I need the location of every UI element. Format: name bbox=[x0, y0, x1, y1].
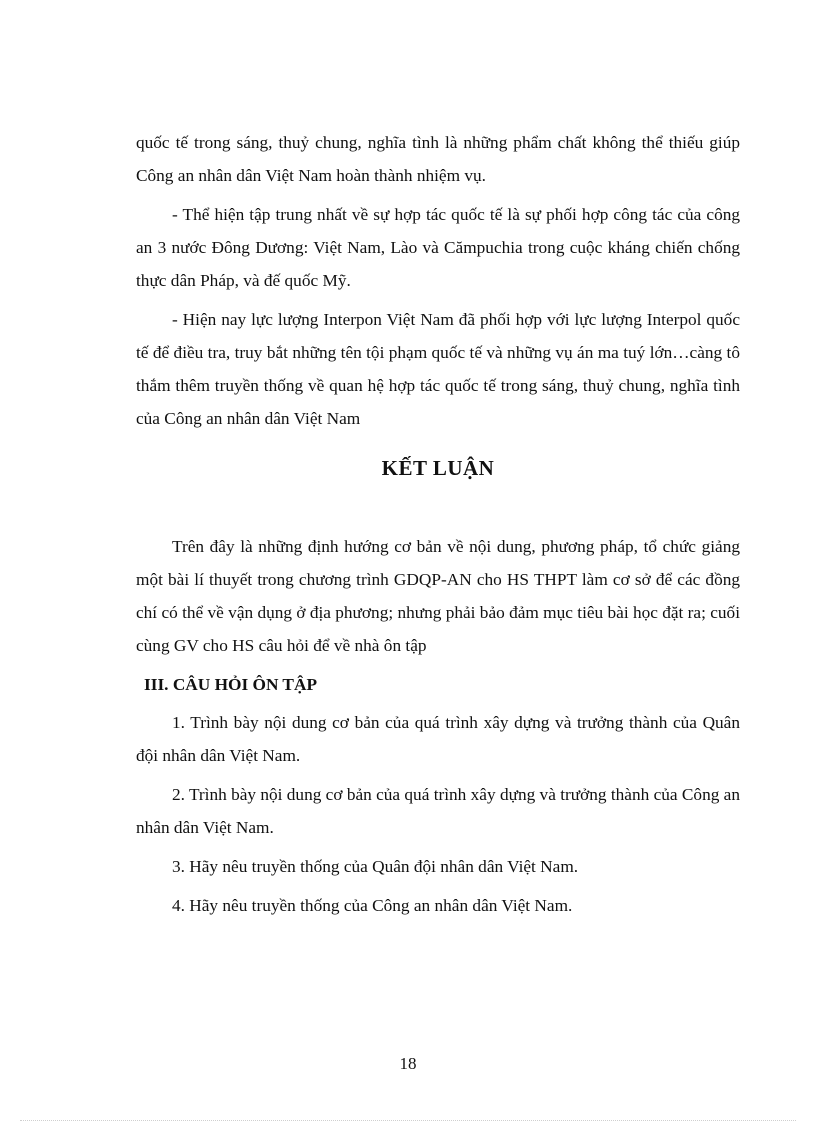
review-question-2: 2. Trình bày nội dung cơ bản của quá trình xây dựng và trưởng thành của Công an nhân dân Việt Nam. bbox=[136, 785, 740, 837]
conclusion-paragraph: Trên đây là những định hướng cơ bản về nội dung, phương pháp, tổ chức giảng một bài lí thuyết trong chương trình GDQP-AN cho HS THPT làm cơ sở để các đồng chí có thể về vận dụng ở địa phương; nhưng phải bảo đảm mục tiêu bài học đặt ra; cuối cùng GV cho HS câu hỏi để về nhà ôn tập bbox=[136, 537, 740, 655]
conclusion-heading: KẾT LUẬN bbox=[381, 456, 495, 480]
intro-paragraph-3: - Hiện nay lực lượng Interpon Việt Nam đã phối hợp với lực lượng Interpol quốc tế để điều tra, truy bắt những tên tội phạm quốc tế và những vụ án ma tuý lớn…càng tô thắm thêm truyền thống về quan hệ hợp tác quốc tế trong sáng, thuỷ chung, nghĩa tình của Công an nhân dân Việt Nam bbox=[136, 310, 740, 428]
review-section-title: III. CÂU HỎI ÔN TẬP bbox=[144, 675, 317, 694]
page-content bbox=[136, 126, 740, 922]
review-question-4: 4. Hãy nêu truyền thống của Công an nhân dân Việt Nam. bbox=[172, 896, 573, 915]
page-number: 18 bbox=[399, 1054, 417, 1073]
page-bottom-divider bbox=[20, 1120, 796, 1121]
intro-paragraph-1: quốc tế trong sáng, thuỷ chung, nghĩa tình là những phẩm chất không thể thiếu giúp Công an nhân dân Việt Nam hoàn thành nhiệm vụ. bbox=[136, 133, 740, 185]
intro-paragraph-2: - Thể hiện tập trung nhất về sự hợp tác quốc tế là sự phối hợp công tác của công an 3 nước Đông Dương: Việt Nam, Lào và Cămpuchia trong cuộc kháng chiến chống thực dân Pháp, và đế quốc Mỹ. bbox=[136, 205, 740, 290]
review-question-1: 1. Trình bày nội dung cơ bản của quá trình xây dựng và trưởng thành của Quân đội nhân dân Việt Nam. bbox=[136, 713, 740, 765]
review-question-3: 3. Hãy nêu truyền thống của Quân đội nhân dân Việt Nam. bbox=[172, 857, 579, 876]
